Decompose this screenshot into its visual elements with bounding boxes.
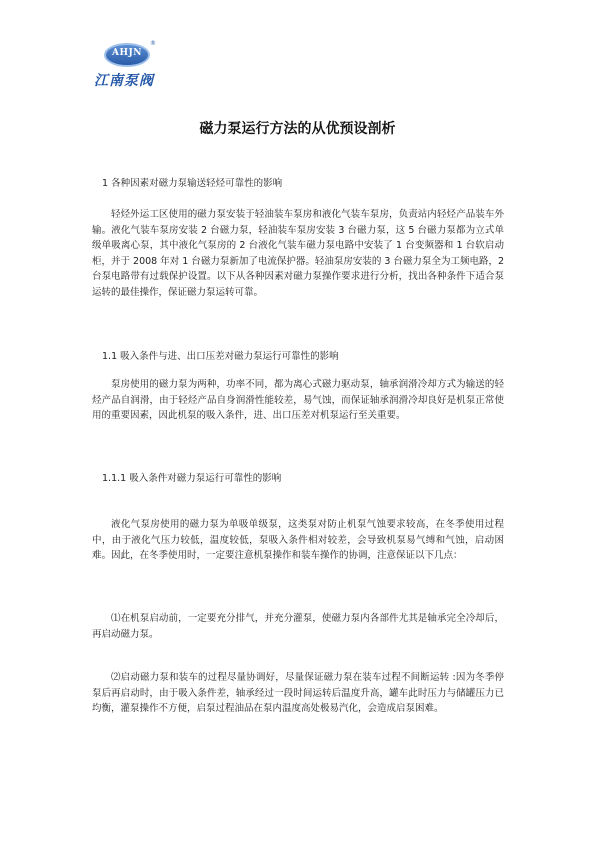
- logo-brand-text: AHJN: [112, 48, 142, 58]
- section-heading-1-1-1: 1.1.1 吸入条件对磁力泵运行可靠性的影响: [102, 473, 282, 484]
- company-logo: [92, 40, 162, 100]
- paragraph-3: 液化气泵房使用的磁力泵为单吸单级泵，这类泵对防止机泵气蚀要求较高，在冬季使用过程中，由于液化气压力较低，温度较低，泵吸入条件相对较差，会导致机泵易气缚和气蚀，启动困难。因此，在冬季使用时，一定要注意机泵操作和装车操作的协调，注意保证以下几点：: [92, 519, 504, 562]
- paragraph-2: 泵房使用的磁力泵为两种，功率不同，都为离心式磁力驱动泵，轴承润滑冷却方式为输送的轻烃产品自润滑，由于轻烃产品自身润滑性能较差，易气蚀，而保证轴承润滑冷却良好是机泵正常使用的重要因素，因此机泵的吸入条件，进、出口压差对机泵运行至关重要。: [92, 379, 504, 422]
- paragraph-5: ⑵启动磁力泵和装车的过程尽量协调好，尽量保证磁力泵在装车过程不间断运转 :因为冬季停泵后再启动时，由于吸入条件差，轴承经过一段时间运转后温度升高，罐车此时压力与储罐压力已均衡，灌泵操作不方便，启泵过程油品在泵内温度高处极易汽化，会造成启泵困难。: [92, 672, 504, 715]
- registered-mark: ®: [150, 40, 156, 47]
- document-title: 磁力泵运行方法的从优预设剖析: [199, 121, 396, 137]
- paragraph-1: 轻烃外运工区使用的磁力泵安装于轻油装车泵房和液化气装车泵房，负责站内轻烃产品装车外输。液化气装车泵房安装 2 台磁力泵，轻油装车泵房安装 3 台磁力泵，这 5 台磁力泵都为立式单级单吸离心泵，其中液化气泵房的 2 台液化气装车磁力泵电路中安装了 1 台变频器和 1 台软启动柜，并于 2008 年对 1 台磁力泵新加了电流保护器。轻油泵房安装的 3 台磁力泵全为工频电路，2 台泵电路带有过载保护设置。以下从各种因素对磁力泵操作要求进行分析，找出各种条件下适合泵运转的最佳操作，保证磁力泵运转可靠。: [92, 209, 504, 298]
- section-heading-1: 1 各种因素对磁力泵输送轻烃可靠性的影响: [102, 178, 283, 189]
- section-heading-1-1: 1.1 吸入条件与进、出口压差对磁力泵运行可靠性的影响: [102, 351, 339, 362]
- paragraph-4: ⑴在机泵启动前，一定要充分排气，并充分灌泵，使磁力泵内各部件尤其是轴承完全冷却后，再启动磁力泵。: [92, 613, 504, 640]
- logo-company-name: 江南泵阀: [94, 73, 154, 89]
